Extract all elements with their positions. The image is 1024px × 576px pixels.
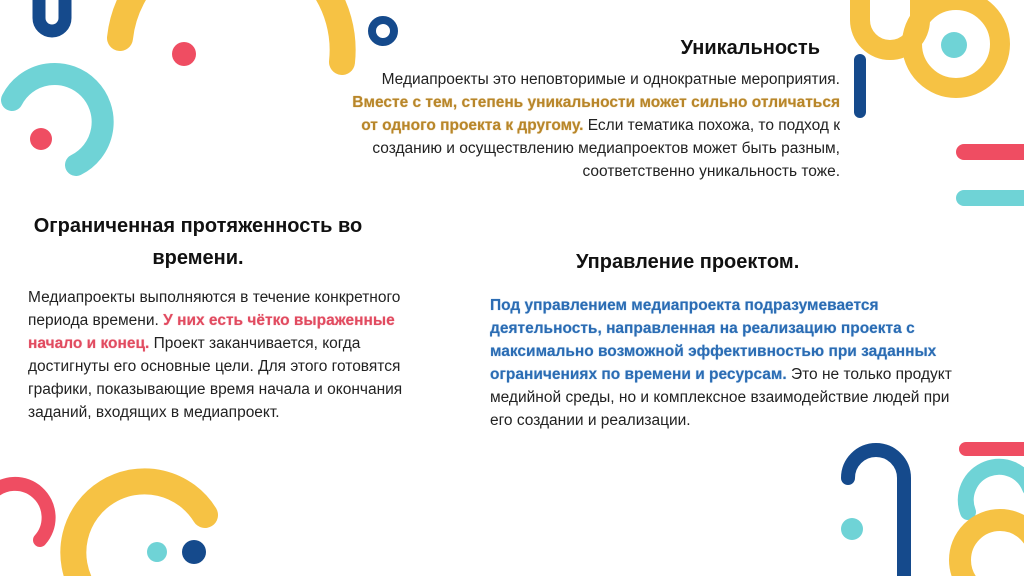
management-section — [490, 246, 970, 432]
yellow-arc-top — [120, 0, 343, 62]
limited-time-text-before: Медиапроекты выполняются в течение конкретного периода времени. — [28, 289, 401, 329]
teal-arc-bottom-right — [966, 467, 1024, 512]
uniqueness-title: Уникальность — [680, 37, 820, 59]
red-dot-left — [30, 128, 52, 150]
limited-time-title-text: Ограниченная протяженность во времени — [33, 215, 363, 269]
management-text-after: Это не только продукт медийной среды, но и комплексное взаимодействие людей при его создании и реализации. — [490, 366, 952, 429]
management-title-text: Управление проектом — [576, 251, 794, 273]
uniqueness-text-before: Медиапроекты это неповторимые и однократные мероприятия. — [381, 71, 840, 88]
teal-dot-bottom-right — [841, 518, 863, 540]
red-dot — [172, 42, 196, 66]
yellow-arc-bottom-left — [73, 481, 205, 576]
navy-u-shape — [39, 0, 65, 31]
navy-dot-bottom — [182, 540, 206, 564]
uniqueness-text-after: Если тематика похожа, то подход к созданию и осуществлению медиапроектов может быть разным, соответственно уникальность тоже. — [372, 117, 840, 180]
uniqueness-section — [340, 32, 840, 183]
management-text — [490, 294, 970, 432]
management-title-suffix: . — [793, 251, 800, 273]
uniqueness-highlight: Вместе с тем, степень уникальности может сильно отличаться от одного проекта к другому. — [352, 94, 840, 134]
management-highlight: Под управлением медиапроекта подразумевается деятельность, направленная на реализацию проекта с максимально возможной эффективностью при заданных ограничениях по времени и ресурсам. — [490, 297, 937, 383]
limited-time-highlight: У них есть чётко выраженные начало и конец. — [28, 312, 395, 352]
navy-hook-bottom-right — [848, 450, 904, 576]
limited-time-title — [28, 210, 368, 274]
red-arc-bottom-left — [0, 484, 49, 540]
yellow-ring-bottom-right — [960, 520, 1024, 576]
limited-time-section — [28, 210, 438, 424]
limited-time-title-suffix: . — [238, 247, 244, 269]
management-title — [576, 246, 970, 278]
uniqueness-text — [340, 68, 840, 183]
teal-dot-right — [941, 32, 967, 58]
limited-time-text-after: Проект заканчивается, когда достигнуты его основные цели. Для этого готовятся графики, показывающие время начала и окончания заданий, входящих в медиапроект. — [28, 335, 403, 421]
teal-dot-bottom — [147, 542, 167, 562]
teal-arc-left — [12, 74, 103, 165]
limited-time-text — [28, 286, 428, 424]
